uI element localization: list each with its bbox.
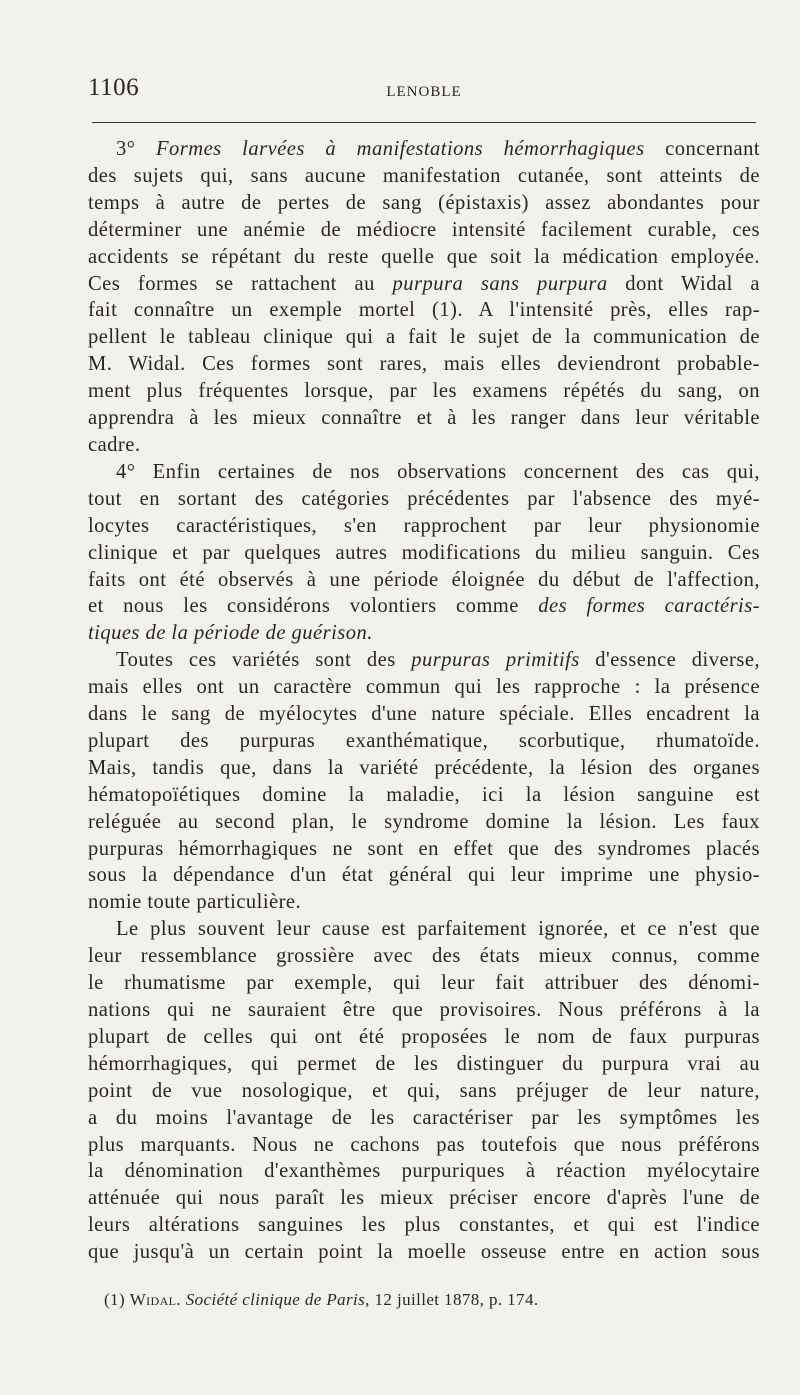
- text-line: [88, 809, 760, 836]
- line-text: le rhumatisme par exemple, qui leur fait attribuer des dénomi-: [88, 972, 760, 995]
- line-text: pellent le tableau clinique qui a fait le sujet de la communication de: [88, 326, 760, 349]
- footnote-title: Société clinique de Paris,: [185, 1290, 370, 1309]
- text-line: [88, 405, 760, 432]
- line-text: Ces formes se rattachent au: [88, 272, 393, 295]
- italic-text: Formes larvées à manifestations hémorrhagiques: [156, 138, 645, 160]
- text-line: [88, 1185, 760, 1212]
- text-line: [88, 1078, 760, 1105]
- text-line: [88, 862, 760, 889]
- text-line: [88, 593, 760, 620]
- text-line: [88, 297, 760, 324]
- line-text: tout en sortant des catégories précédentes par l'absence des myé-: [88, 487, 760, 510]
- text-line: [88, 351, 760, 378]
- line-text: concernant: [644, 138, 761, 160]
- line-text: locytes caractéristiques, s'en rapprochent par leur physionomie: [88, 514, 760, 537]
- line-text: sous la dépendance d'un état général qui leur imprime une physio-: [88, 864, 760, 887]
- line-text: plus marquants. Nous ne cachons pas toutefois que nous préférons: [88, 1133, 760, 1156]
- line-text: dans le sang de myélocytes d'une nature spéciale. Elles encadrent la: [88, 703, 760, 726]
- text-line: [88, 782, 760, 809]
- line-text: et nous les considérons volontiers comme: [88, 595, 539, 618]
- line-text: Le plus souvent leur cause est parfaitement ignorée, et ce n'est que: [116, 918, 760, 941]
- italic-text: des formes caractéris-: [538, 595, 760, 618]
- text-line: [88, 647, 760, 674]
- text-line: [88, 163, 760, 190]
- line-text: mais elles ont un caractère commun qui les rapproche : la présence: [88, 676, 760, 699]
- line-text: déterminer une anémie de médiocre intensité facilement curable, ces: [88, 218, 760, 241]
- line-text: leur ressemblance grossière avec des états mieux connus, comme: [88, 945, 760, 968]
- text-line: [88, 889, 760, 916]
- line-text: nations qui ne sauraient être que provisoires. Nous préférons à la: [88, 999, 760, 1021]
- text-line: [88, 728, 760, 755]
- footnote-rest: 12 juillet 1878, p. 174.: [374, 1290, 539, 1309]
- text-line: [88, 378, 760, 405]
- line-text: que jusqu'à un certain point la moelle osseuse entre en action sous: [88, 1241, 760, 1264]
- text-line: [88, 701, 760, 728]
- page-header: [88, 74, 760, 114]
- text-line: [88, 486, 760, 513]
- line-text: dont Widal a: [607, 272, 760, 295]
- line-text: 3°: [116, 138, 156, 160]
- line-text: hématopoïétiques domine la maladie, ici la lésion sanguine est: [88, 783, 760, 806]
- line-text: clinique et par quelques autres modifications du milieu sanguin. Ces: [88, 541, 760, 564]
- line-text: cadre.: [88, 433, 141, 456]
- text-line: [88, 620, 760, 647]
- line-text: ment plus fréquentes lorsque, par les examens répétés du sang, on: [88, 380, 760, 403]
- line-text: Toutes ces variétés sont des: [116, 649, 412, 672]
- line-text: atténuée qui nous paraît les mieux préciser encore d'après l'une de: [88, 1187, 760, 1210]
- line-text: plupart des purpuras exanthématique, scorbutique, rhumatoïde.: [88, 729, 760, 752]
- text-line: [88, 755, 760, 782]
- line-text: d'essence diverse,: [579, 649, 761, 672]
- text-line: [88, 567, 760, 594]
- line-text: fait connaître un exemple mortel (1). A l'intensité près, elles rap-: [88, 299, 760, 322]
- text-line: [88, 459, 760, 486]
- line-text: a du moins l'avantage de les caractériser par les symptômes les: [88, 1106, 760, 1129]
- text-line: [88, 244, 760, 271]
- line-text: 4° Enfin certaines de nos observations concernent des cas qui,: [116, 460, 760, 483]
- text-line: [88, 970, 760, 997]
- footnote: [104, 1290, 704, 1310]
- header-rule: [92, 122, 756, 123]
- body-text: [88, 136, 760, 1266]
- text-line: [88, 943, 760, 970]
- text-line: [88, 1105, 760, 1132]
- italic-text: purpura sans purpura: [392, 272, 608, 295]
- line-text: plupart de celles qui ont été proposées le nom de faux purpuras: [88, 1025, 760, 1048]
- line-text: purpuras hémorrhagiques ne sont en effet que des syndromes placés: [88, 837, 760, 860]
- italic-text: purpuras primitifs: [411, 649, 580, 672]
- line-text: faits ont été observés à une période éloignée du début de l'affection,: [88, 568, 760, 591]
- page-number: 1106: [88, 74, 140, 101]
- line-text: reléguée au second plan, le syndrome domine la lésion. Les faux: [88, 810, 760, 833]
- footnote-author: Widal.: [129, 1290, 182, 1309]
- text-line: [88, 540, 760, 567]
- line-text: des sujets qui, sans aucune manifestation cutanée, sont atteints de: [88, 164, 760, 187]
- line-text: M. Widal. Ces formes sont rares, mais elles deviendront probable-: [88, 353, 760, 376]
- text-line: [88, 1239, 760, 1266]
- text-line: [88, 1132, 760, 1159]
- text-line: [88, 271, 760, 298]
- text-line: [88, 916, 760, 943]
- text-line: [88, 1024, 760, 1051]
- line-text: nomie toute particulière.: [88, 891, 302, 914]
- line-text: la dénomination d'exanthèmes purpuriques à réaction myélocytaire: [88, 1160, 760, 1183]
- running-head: LENOBLE: [386, 84, 462, 100]
- line-text: Mais, tandis que, dans la variété précédente, la lésion des organes: [88, 756, 760, 779]
- text-line: [88, 432, 760, 459]
- line-text: point de vue nosologique, et qui, sans préjuger de leur nature,: [88, 1079, 760, 1102]
- text-line: [88, 190, 760, 217]
- text-line: [88, 674, 760, 701]
- text-line: [88, 513, 760, 540]
- text-line: [88, 1212, 760, 1239]
- text-line: [88, 997, 760, 1024]
- footnote-marker: (1): [104, 1290, 126, 1309]
- line-text: accidents se répétant du reste quelle que soit la médication employée.: [88, 245, 760, 268]
- italic-text: tiques de la période de guérison.: [88, 622, 373, 645]
- text-line: [88, 836, 760, 863]
- line-text: temps à autre de pertes de sang (épistaxis) assez abondantes pour: [88, 191, 760, 214]
- line-text: leurs altérations sanguines les plus constantes, et qui est l'indice: [88, 1214, 760, 1237]
- text-line: [88, 324, 760, 351]
- line-text: hémorrhagiques, qui permet de les distinguer du purpura vrai au: [88, 1052, 760, 1075]
- text-line: [88, 1051, 760, 1078]
- text-line: [88, 1158, 760, 1185]
- text-line: [88, 136, 760, 163]
- text-line: [88, 217, 760, 244]
- line-text: apprendra à les mieux connaître et à les ranger dans leur véritable: [88, 407, 760, 430]
